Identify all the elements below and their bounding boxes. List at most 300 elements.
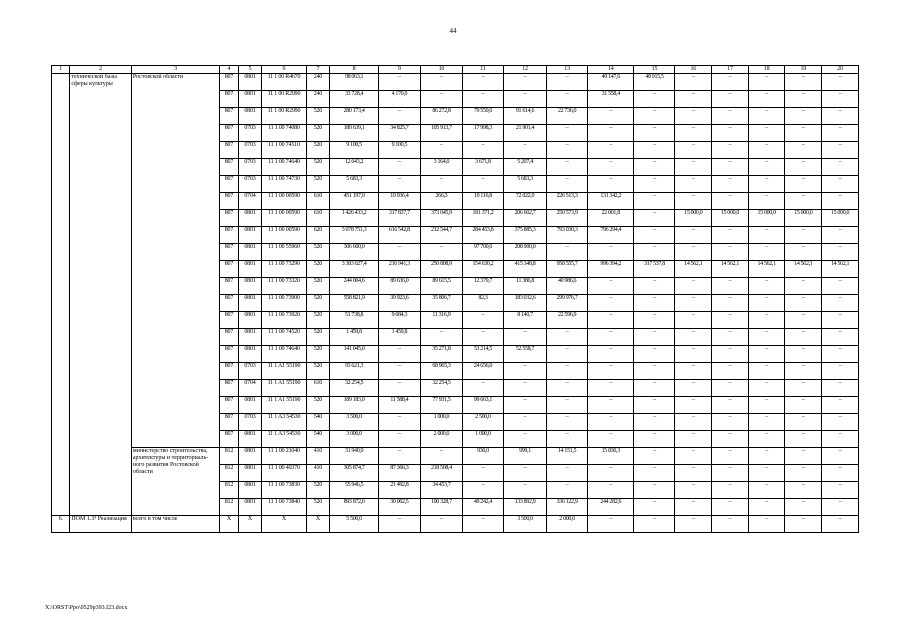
table-cell: 89 615,5: [420, 278, 462, 295]
table-cell: 0703: [238, 125, 262, 142]
table-cell: 410: [306, 448, 330, 465]
table-cell: 0703: [238, 142, 262, 159]
table-cell: –: [785, 227, 822, 244]
table-cell: –: [420, 244, 462, 261]
table-cell: –: [588, 159, 634, 176]
table-cell: 812: [220, 482, 238, 499]
table-cell: –: [634, 329, 675, 346]
table-cell: –: [547, 380, 588, 397]
table-cell: 32 254,5: [420, 380, 462, 397]
table-cell: 807: [220, 74, 238, 91]
table-cell: 610: [306, 193, 330, 210]
table-cell: 0703: [238, 176, 262, 193]
table-cell: –: [420, 176, 462, 193]
table-cell: –: [712, 465, 749, 482]
table-cell: 22 596,9: [547, 312, 588, 329]
table-cell: 520: [306, 329, 330, 346]
table-cell: –: [748, 448, 785, 465]
header-row: [52, 66, 859, 74]
table-cell: –: [503, 380, 546, 397]
table-cell: –: [462, 482, 503, 499]
table-cell: –: [462, 380, 503, 397]
table-cell: 520: [306, 312, 330, 329]
table-cell: 520: [306, 499, 330, 516]
header-cell: 20: [822, 66, 859, 74]
table-cell: 5 683,3: [330, 176, 379, 193]
table-cell: –: [675, 465, 712, 482]
table-cell: 97 700,0: [462, 244, 503, 261]
table-cell: –: [785, 363, 822, 380]
table-cell: –: [503, 482, 546, 499]
header-cell: 14: [588, 66, 634, 74]
table-cell: –: [634, 448, 675, 465]
table-cell: –: [634, 278, 675, 295]
table-cell: –: [822, 108, 859, 125]
table-cell: –: [748, 414, 785, 431]
table-cell: 11 1 00 21040: [262, 448, 306, 465]
table-cell: 14 562,1: [785, 261, 822, 278]
table-cell: 11 1 00 73920: [262, 312, 306, 329]
table-cell: –: [378, 431, 420, 448]
table-cell: 3 500,0: [330, 414, 379, 431]
table-cell: –: [588, 380, 634, 397]
table-cell: 8 140,7: [503, 312, 546, 329]
table-cell: –: [712, 482, 749, 499]
table-cell: 0801: [238, 431, 262, 448]
table-cell: 11 1 A3 54530: [262, 431, 306, 448]
table-cell: –: [748, 312, 785, 329]
table-cell: –: [785, 244, 822, 261]
table-cell: –: [748, 346, 785, 363]
table-cell: 1 000,0: [420, 414, 462, 431]
table-cell: 2 000,0: [547, 516, 588, 533]
table-cell: –: [712, 499, 749, 516]
table-cell: –: [547, 142, 588, 159]
table-cell: –: [634, 312, 675, 329]
table-row: [52, 74, 859, 91]
table-cell: –: [712, 227, 749, 244]
table-cell: 11 1 00 55960: [262, 244, 306, 261]
table-cell: 0801: [238, 227, 262, 244]
table-cell: –: [378, 159, 420, 176]
table-cell: 0801: [238, 261, 262, 278]
table-cell: 226 513,3: [547, 193, 588, 210]
table-cell: 520: [306, 244, 330, 261]
table-cell: –: [822, 159, 859, 176]
table-cell: 2 000,0: [420, 431, 462, 448]
table-cell: –: [712, 312, 749, 329]
table-cell: 183 032,6: [503, 295, 546, 312]
table-cell: 34 453,7: [420, 482, 462, 499]
table-cell: –: [785, 159, 822, 176]
table-cell: –: [462, 142, 503, 159]
table-cell: 11 1 00 R2990: [262, 91, 306, 108]
table-cell: 0801: [238, 482, 262, 499]
table-cell: –: [748, 227, 785, 244]
table-cell: –: [822, 91, 859, 108]
header-cell: 11: [462, 66, 503, 74]
table-cell: 0801: [238, 108, 262, 125]
table-cell: 91 614,6: [503, 108, 546, 125]
table-cell: 266,3: [420, 193, 462, 210]
table-cell: –: [785, 142, 822, 159]
table-cell: –: [712, 244, 749, 261]
table-cell: 3 078 751,3: [330, 227, 379, 244]
program-name-cell: технической базы сферы культуры: [70, 74, 131, 516]
table-cell: 0801: [238, 244, 262, 261]
table-cell: –: [547, 125, 588, 142]
table-cell: 807: [220, 363, 238, 380]
table-cell: 807: [220, 108, 238, 125]
table-cell: –: [634, 227, 675, 244]
table-cell: –: [822, 465, 859, 482]
table-cell: –: [748, 465, 785, 482]
table-cell: 0801: [238, 312, 262, 329]
table-cell: –: [822, 380, 859, 397]
table-cell: –: [675, 74, 712, 91]
table-cell: –: [748, 516, 785, 533]
table-cell: –: [785, 482, 822, 499]
table-cell: –: [547, 465, 588, 482]
table-cell: 807: [220, 278, 238, 295]
header-cell: 12: [503, 66, 546, 74]
header-cell: 1: [52, 66, 70, 74]
table-cell: –: [785, 125, 822, 142]
table-cell: –: [378, 74, 420, 91]
table-cell: –: [748, 397, 785, 414]
table-cell: –: [675, 397, 712, 414]
table-cell: –: [634, 431, 675, 448]
table-cell: –: [634, 499, 675, 516]
table-cell: –: [378, 380, 420, 397]
table-cell: –: [712, 329, 749, 346]
table-cell: 105 913,7: [420, 125, 462, 142]
table-cell: 49 147,6: [588, 74, 634, 91]
table-cell: –: [748, 295, 785, 312]
table-cell: 216 941,3: [378, 261, 420, 278]
table-cell: 244 004,6: [330, 278, 379, 295]
table-cell: 3 671,8: [462, 159, 503, 176]
table-cell: –: [675, 312, 712, 329]
table-cell: –: [588, 516, 634, 533]
table-cell: –: [462, 176, 503, 193]
table-cell: 520: [306, 363, 330, 380]
table-cell: 620: [306, 227, 330, 244]
table-cell: X: [220, 516, 238, 533]
executor-cell: министерство строительства, архитектуры и территориаль-ного развития Ростовской области: [131, 448, 219, 516]
table-cell: –: [712, 363, 749, 380]
table-cell: –: [748, 74, 785, 91]
table-cell: –: [822, 482, 859, 499]
table-cell: –: [675, 363, 712, 380]
table-cell: 6.: [52, 516, 70, 533]
table-cell: 410: [306, 465, 330, 482]
table-cell: 11 1 00 74080: [262, 125, 306, 142]
table-cell: 520: [306, 159, 330, 176]
table-cell: –: [420, 91, 462, 108]
table-cell: 807: [220, 193, 238, 210]
table-cell: X: [262, 516, 306, 533]
table-cell: 9 100,5: [330, 142, 379, 159]
table-cell: –: [588, 125, 634, 142]
table-cell: –: [748, 176, 785, 193]
table-cell: –: [675, 159, 712, 176]
table-cell: –: [748, 193, 785, 210]
table-cell: –: [588, 108, 634, 125]
table-cell: 520: [306, 108, 330, 125]
table-cell: –: [785, 74, 822, 91]
table-cell: –: [785, 312, 822, 329]
table-cell: –: [822, 142, 859, 159]
table-cell: 0704: [238, 380, 262, 397]
header-cell: 9: [378, 66, 420, 74]
table-cell: –: [503, 142, 546, 159]
table-cell: –: [785, 278, 822, 295]
table-cell: 610: [306, 380, 330, 397]
table-cell: 0801: [238, 397, 262, 414]
table-cell: –: [675, 278, 712, 295]
table-cell: 373 045,9: [420, 210, 462, 227]
table-cell: 11 1 00 00590: [262, 210, 306, 227]
table-cell: 79 550,0: [462, 108, 503, 125]
header-cell: 19: [785, 66, 822, 74]
table-cell: 244 282,6: [588, 499, 634, 516]
header-cell: 13: [547, 66, 588, 74]
table-cell: –: [748, 125, 785, 142]
table-cell: 520: [306, 142, 330, 159]
table-cell: 0801: [238, 278, 262, 295]
table-cell: –: [748, 499, 785, 516]
table-cell: 5 683,3: [503, 176, 546, 193]
table-cell: ПОМ 1.3³ Реализация: [70, 516, 131, 533]
table-cell: 5 500,0: [330, 516, 379, 533]
table-cell: 305 874,7: [330, 465, 379, 482]
table-cell: 35 271,8: [420, 346, 462, 363]
table-cell: 375 885,3: [503, 227, 546, 244]
table-cell: 15 830,3: [588, 448, 634, 465]
table-cell: –: [675, 91, 712, 108]
table-cell: 540: [306, 414, 330, 431]
table-cell: 11 1 00 00590: [262, 193, 306, 210]
table-cell: –: [588, 431, 634, 448]
table-cell: 11 1 00 74520: [262, 329, 306, 346]
table-cell: –: [420, 142, 462, 159]
table-cell: 451 197,0: [330, 193, 379, 210]
table-cell: 14 151,5: [547, 448, 588, 465]
table-cell: 807: [220, 346, 238, 363]
table-cell: 89 636,0: [378, 278, 420, 295]
table-cell: 22 736,0: [547, 108, 588, 125]
table-cell: 558 821,9: [330, 295, 379, 312]
table-cell: 55 946,5: [330, 482, 379, 499]
table-cell: –: [675, 516, 712, 533]
table-cell: –: [547, 74, 588, 91]
table-cell: –: [785, 176, 822, 193]
table-cell: –: [588, 363, 634, 380]
table-cell: –: [712, 142, 749, 159]
table-cell: 154 630,2: [462, 261, 503, 278]
table-cell: 807: [220, 125, 238, 142]
table-cell: 415 348,8: [503, 261, 546, 278]
table-cell: 317 837,7: [378, 210, 420, 227]
table-cell: –: [675, 108, 712, 125]
table-cell: –: [748, 431, 785, 448]
table-cell: –: [712, 346, 749, 363]
table-cell: 53 214,5: [462, 346, 503, 363]
table-cell: –: [785, 465, 822, 482]
table-cell: –: [748, 278, 785, 295]
table-cell: –: [712, 176, 749, 193]
table-cell: –: [588, 244, 634, 261]
table-cell: 807: [220, 176, 238, 193]
table-cell: 807: [220, 91, 238, 108]
table-cell: 11 1 00 40370: [262, 465, 306, 482]
table-cell: 189 183,0: [330, 397, 379, 414]
table-cell: 11 1 00 R4670: [262, 74, 306, 91]
table-cell: –: [748, 363, 785, 380]
table-cell: –: [462, 329, 503, 346]
table-cell: –: [634, 380, 675, 397]
table-cell: –: [634, 91, 675, 108]
table-cell: –: [712, 397, 749, 414]
table-cell: 35 806,7: [420, 295, 462, 312]
table-cell: 807: [220, 431, 238, 448]
table-cell: 180 639,1: [330, 125, 379, 142]
table-cell: 11 1 00 R2990: [262, 108, 306, 125]
table-cell: 10 116,8: [462, 193, 503, 210]
table-cell: 11 1 00 74640: [262, 346, 306, 363]
table-cell: –: [785, 91, 822, 108]
table-cell: –: [785, 414, 822, 431]
table-cell: 807: [220, 227, 238, 244]
table-cell: –: [634, 244, 675, 261]
table-cell: –: [547, 414, 588, 431]
table-cell: –: [462, 465, 503, 482]
table-cell: –: [675, 295, 712, 312]
table-cell: 100 328,7: [420, 499, 462, 516]
table-cell: 212 544,7: [420, 227, 462, 244]
table-cell: –: [822, 193, 859, 210]
table-cell: 32 254,5: [330, 380, 379, 397]
table-cell: –: [503, 74, 546, 91]
table-cell: –: [634, 295, 675, 312]
table-cell: 0801: [238, 91, 262, 108]
table-cell: –: [712, 125, 749, 142]
table-cell: –: [785, 397, 822, 414]
table-cell: 15 000,0: [712, 210, 749, 227]
table-cell: –: [588, 142, 634, 159]
table-cell: –: [378, 363, 420, 380]
table-cell: –: [503, 91, 546, 108]
table-cell: –: [634, 516, 675, 533]
executor-cell: Ростовской области: [131, 74, 219, 448]
header-cell: 4: [220, 66, 238, 74]
header-cell: 17: [712, 66, 749, 74]
table-cell: 51 738,8: [330, 312, 379, 329]
table-cell: 807: [220, 244, 238, 261]
table-cell: 1 426 433,2: [330, 210, 379, 227]
table-cell: 610: [306, 210, 330, 227]
table-cell: 11 1 00 00590: [262, 227, 306, 244]
header-cell: 15: [634, 66, 675, 74]
header-cell: 6: [262, 66, 306, 74]
table-cell: –: [420, 516, 462, 533]
table-cell: 208 900,0: [503, 244, 546, 261]
table-cell: –: [634, 125, 675, 142]
table-cell: 0801: [238, 448, 262, 465]
table-cell: –: [822, 448, 859, 465]
table-cell: 0801: [238, 74, 262, 91]
table-cell: 11 1 00 73320: [262, 278, 306, 295]
table-cell: –: [712, 193, 749, 210]
table-cell: –: [634, 346, 675, 363]
table-cell: 11 1 00 73830: [262, 482, 306, 499]
table-cell: 306 600,0: [330, 244, 379, 261]
table-cell: 793 030,3: [547, 227, 588, 244]
budget-table: [51, 65, 859, 533]
table-cell: –: [748, 159, 785, 176]
table-cell: –: [748, 108, 785, 125]
table-cell: –: [712, 159, 749, 176]
table-cell: 141 045,0: [330, 346, 379, 363]
table-cell: 807: [220, 329, 238, 346]
table-cell: 0801: [238, 465, 262, 482]
table-cell: 181 371,2: [462, 210, 503, 227]
table-cell: 0704: [238, 193, 262, 210]
table-cell: 250 573,9: [547, 210, 588, 227]
table-cell: 807: [220, 295, 238, 312]
table-cell: –: [822, 227, 859, 244]
table-cell: –: [378, 346, 420, 363]
table-cell: –: [588, 329, 634, 346]
table-cell: –: [712, 91, 749, 108]
table-cell: 24 656,0: [462, 363, 503, 380]
table-cell: всего в том числе: [131, 516, 219, 533]
table-cell: –: [822, 397, 859, 414]
table-cell: 14 562,1: [675, 261, 712, 278]
table-cell: 93 621,3: [330, 363, 379, 380]
table-cell: 68 965,3: [420, 363, 462, 380]
table-cell: –: [378, 448, 420, 465]
table-cell: 40 986,6: [547, 278, 588, 295]
table-cell: –: [822, 312, 859, 329]
table-cell: –: [634, 482, 675, 499]
table-cell: 812: [220, 448, 238, 465]
table-cell: 336 122,9: [547, 499, 588, 516]
table-cell: –: [634, 176, 675, 193]
table-cell: 1 459,8: [378, 329, 420, 346]
header-cell: 2: [70, 66, 131, 74]
table-cell: 0801: [238, 346, 262, 363]
table-cell: 520: [306, 295, 330, 312]
table-cell: –: [675, 176, 712, 193]
table-cell: –: [634, 210, 675, 227]
table-cell: 17 998,3: [462, 125, 503, 142]
header-cell: 18: [748, 66, 785, 74]
table-cell: 0801: [238, 499, 262, 516]
table-cell: 958 555,7: [547, 261, 588, 278]
table-cell: 82,3: [462, 295, 503, 312]
table-cell: 98 063,1: [330, 74, 379, 91]
row-number-cell: [52, 74, 70, 516]
table-cell: 10 936,4: [378, 193, 420, 210]
table-cell: –: [675, 329, 712, 346]
table-cell: 39 923,6: [378, 295, 420, 312]
table-cell: –: [462, 91, 503, 108]
table-cell: 133 892,9: [503, 499, 546, 516]
table-cell: –: [785, 193, 822, 210]
table-cell: –: [785, 499, 822, 516]
